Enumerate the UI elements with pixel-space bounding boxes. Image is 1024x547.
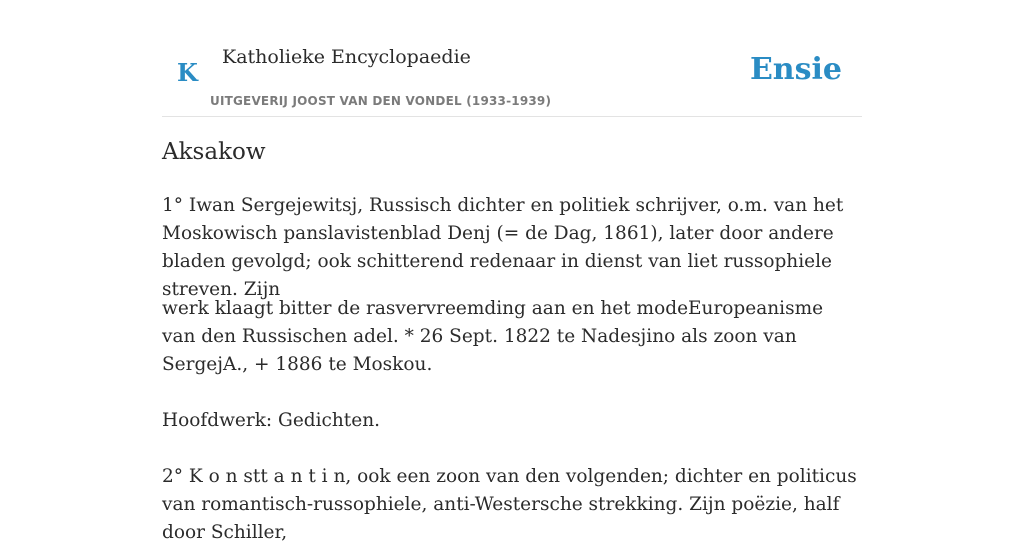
publisher-label: UITGEVERIJ JOOST VAN DEN VONDEL (1933-1939): [210, 94, 552, 108]
katholieke-logo-icon[interactable]: K: [177, 58, 198, 87]
site-header: [162, 0, 862, 117]
book-title[interactable]: Katholieke Encyclopaedie: [222, 46, 471, 68]
article-paragraph-2: werk klaagt bitter de rasvervreemding aan en het modeEuropeanisme van den Russischen adel. * 26 Sept. 1822 te Nadesjino als zoon van SergejA., + 1886 te Moskou.: [162, 298, 824, 375]
article-title: Aksakow: [162, 139, 266, 165]
ensie-brand-link[interactable]: Ensie: [749, 52, 842, 87]
article-paragraph-4: 2° K o n stt a n t i n, ook een zoon van den volgenden; dichter en politicus van romantisch-russophiele, anti-Westersche strekking. Zijn poëzie, half door Schiller,: [162, 466, 857, 543]
article-paragraph-3: Hoofdwerk: Gedichten.: [162, 410, 380, 431]
page: [162, 0, 862, 543]
article-paragraph-1: 1° Iwan Sergejewitsj, Russisch dichter en politiek schrijver, o.m. van het Moskowisch panslavistenblad Denj (= de Dag, 1861), later door andere bladen gevolgd; ook schitterend redenaar in dienst van liet russophiele streven. Zijn: [162, 195, 844, 300]
